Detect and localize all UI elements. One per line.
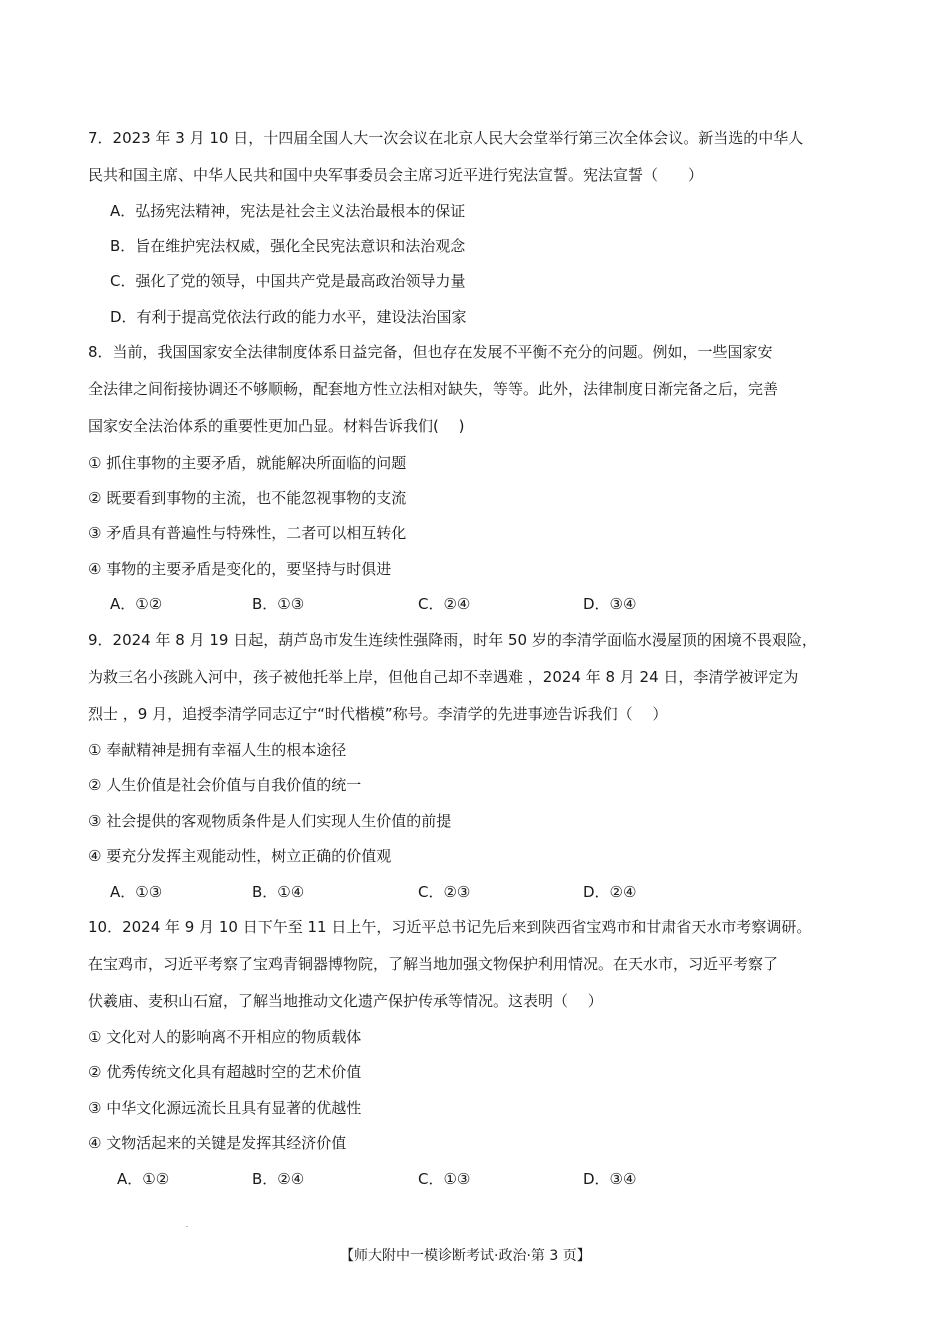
q10-choice-c: C．①③ — [418, 1170, 471, 1188]
q10-choice-b: B．②④ — [252, 1170, 305, 1188]
q10-stem-line-3: 伏羲庙、麦积山石窟，了解当地推动文化遗产保护传承等情况。这表明（ ） — [88, 992, 603, 1010]
q10-item-2: ② 优秀传统文化具有超越时空的艺术价值 — [88, 1063, 362, 1081]
q9-choice-c: C．②③ — [418, 883, 471, 901]
q7-stem-line-1: 7．2023 年 3 月 10 日，十四届全国人大一次会议在北京人民大会堂举行第三次全体会议。新当选的中华人 — [88, 129, 804, 147]
q7-option-a: A．弘扬宪法精神，宪法是社会主义法治最根本的保证 — [110, 202, 466, 220]
q8-choices — [0, 594, 950, 614]
q9-choice-d: D．②④ — [583, 883, 637, 901]
q7-option-c: C．强化了党的领导，中国共产党是最高政治领导力量 — [110, 272, 466, 290]
q8-stem-line-1: 8．当前，我国国家安全法律制度体系日益完备，但也存在发展不平衡不充分的问题。例如，一些国家安 — [88, 343, 773, 361]
q8-choice-a: A．①② — [110, 595, 163, 613]
q8-stem-line-3: 国家安全法治体系的重要性更加凸显。材料告诉我们( ) — [88, 417, 465, 435]
q8-choice-d: D．③④ — [583, 595, 637, 613]
q9-item-3: ③ 社会提供的客观物质条件是人们实现人生价值的前提 — [88, 812, 452, 830]
q8-stem-line-2: 全法律之间衔接协调还不够顺畅，配套地方性立法相对缺失，等等。此外，法律制度日渐完备之后，完善 — [88, 380, 779, 398]
q9-stem-line-2: 为救三名小孩跳入河中，孩子被他托举上岸，但他自己却不幸遇难 ，2024 年 8 月 24 日，李清学被评定为 — [88, 668, 799, 686]
q8-item-1: ① 抓住事物的主要矛盾，就能解决所面临的问题 — [88, 454, 407, 472]
q8-choice-c: C．②④ — [418, 595, 471, 613]
q9-stem-line-1: 9．2024 年 8 月 19 日起，葫芦岛市发生连续性强降雨，时年 50 岁的李清学面临水漫屋顶的困境不畏艰险， — [88, 631, 817, 649]
q8-item-2: ② 既要看到事物的主流，也不能忽视事物的支流 — [88, 489, 407, 507]
q10-choice-d: D．③④ — [583, 1170, 637, 1188]
q10-item-4: ④ 文物活起来的关键是发挥其经济价值 — [88, 1134, 347, 1152]
q10-stem-line-2: 在宝鸡市，习近平考察了宝鸡青铜器博物院，了解当地加强文物保护利用情况。在天水市，习近平考察了 — [88, 955, 779, 973]
q9-stem-line-3: 烈士 ，9 月，追授李清学同志辽宁“时代楷模”称号。李清学的先进事迹告诉我们（ ） — [88, 705, 668, 723]
q10-stem-line-1: 10．2024 年 9 月 10 日下午至 11 日上午，习近平总书记先后来到陕西省宝鸡市和甘肃省天水市考察调研。 — [88, 918, 812, 936]
q7-option-b: B．旨在维护宪法权威，强化全民宪法意识和法治观念 — [110, 237, 466, 255]
q10-item-3: ③ 中华文化源远流长且具有显著的优越性 — [88, 1099, 362, 1117]
q8-item-3: ③ 矛盾具有普遍性与特殊性，二者可以相互转化 — [88, 524, 407, 542]
q8-choice-b: B．①③ — [252, 595, 305, 613]
q9-item-2: ② 人生价值是社会价值与自我价值的统一 — [88, 776, 362, 794]
q10-item-1: ① 文化对人的影响离不开相应的物质载体 — [88, 1028, 362, 1046]
q9-choice-b: B．①④ — [252, 883, 305, 901]
q9-choice-a: A．①③ — [110, 883, 163, 901]
q9-item-1: ① 奉献精神是拥有幸福人生的根本途径 — [88, 741, 347, 759]
stray-mark — [186, 1226, 188, 1227]
page-footer: 【师大附中一模诊断考试·政治·第 3 页】 — [340, 1248, 591, 1264]
q10-choices — [0, 1169, 950, 1189]
q10-choice-a: A．①② — [117, 1170, 170, 1188]
q9-choices — [0, 882, 950, 902]
q7-option-d: D．有利于提高党依法行政的能力水平，建设法治国家 — [110, 308, 467, 326]
q9-item-4: ④ 要充分发挥主观能动性，树立正确的价值观 — [88, 847, 392, 865]
q7-stem-line-2: 民共和国主席、中华人民共和国中央军事委员会主席习近平进行宪法宣誓。宪法宣誓（ ） — [88, 166, 704, 184]
q8-item-4: ④ 事物的主要矛盾是变化的，要坚持与时俱进 — [88, 560, 392, 578]
